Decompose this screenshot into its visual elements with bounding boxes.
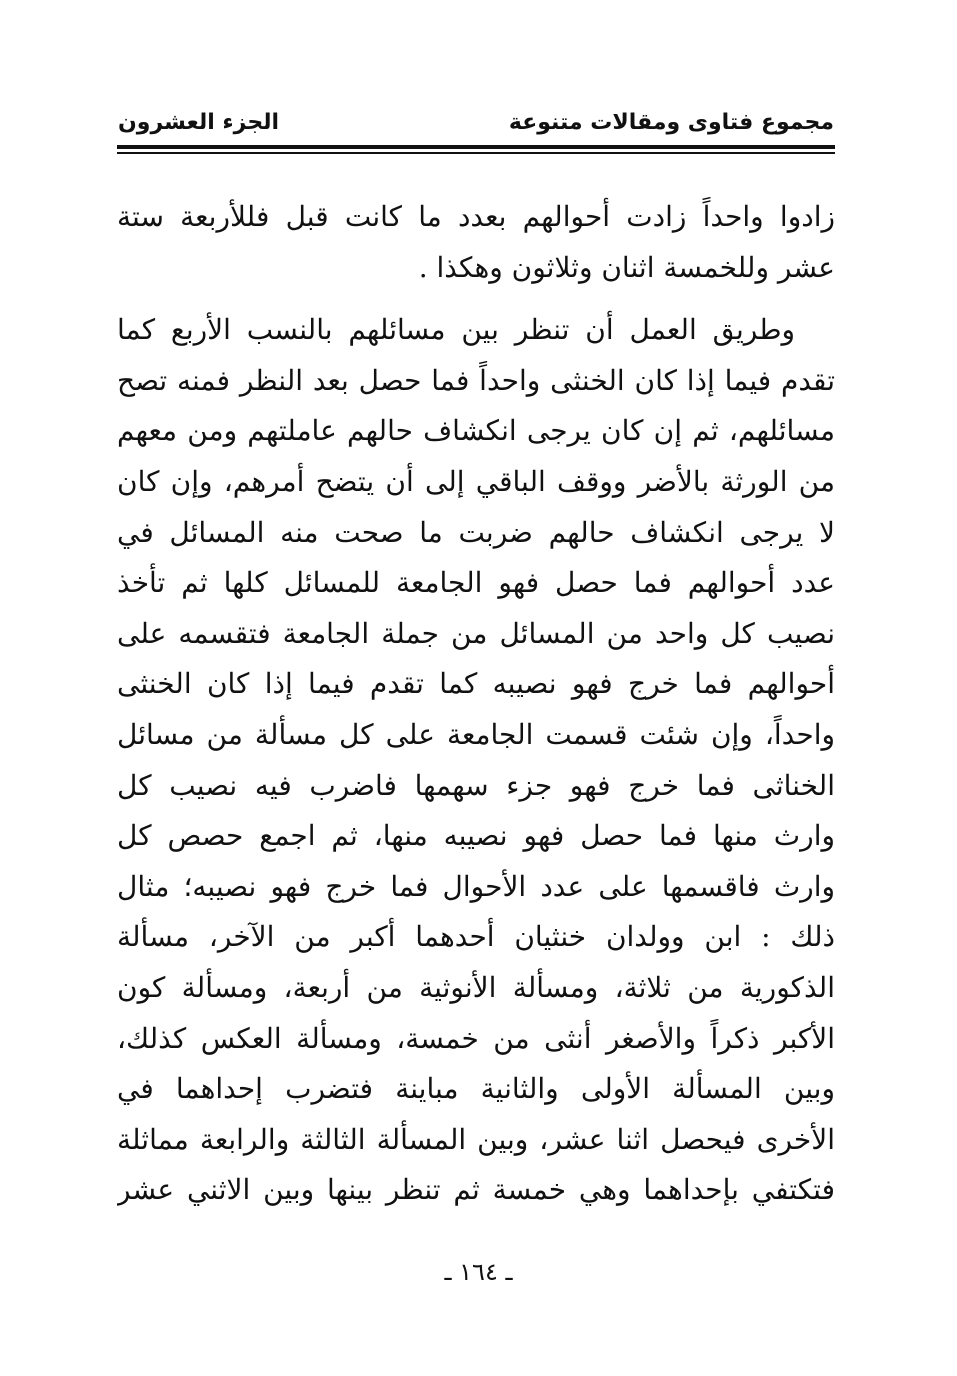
text-line: لا يرجى انكشاف حالهم ضربت ما صحت منه المسائل في — [117, 515, 835, 549]
running-header — [118, 104, 834, 140]
text-line: فتكتفي بإحداهما وهي خمسة ثم تنظر بينها وبين الاثني عشر — [117, 1173, 835, 1207]
text-line: الخناثى فما خرج فهو جزء سهمها فاضرب فيه نصيب كل — [117, 768, 835, 802]
text-line: وارث فاقسمها على عدد الأحوال فما خرج فهو نصيبه؛ مثال — [117, 869, 835, 903]
body-text — [117, 192, 835, 1216]
volume-label: الجزء العشرون — [118, 109, 279, 135]
text-line: زادوا واحداً زادت أحوالهم بعدد ما كانت قبل فللأربعة ستة — [117, 200, 835, 233]
text-line: وارث منها فما حصل فهو نصيبه منها، ثم اجمع حصص كل — [117, 819, 835, 853]
text-line: ذلك : ابن وولدان خنثيان أحدهما أكبر من الآخر، مسألة — [117, 920, 835, 954]
paragraph-1 — [117, 192, 835, 293]
paragraph-gap — [117, 293, 835, 305]
paragraph-2 — [117, 305, 835, 1216]
text-line: عشر وللخمسة اثنان وثلاثون وهكذا . — [418, 250, 835, 284]
text-line: مسائلهم، ثم إن كان يرجى انكشاف حالهم عاملتهم ومن معهم — [117, 414, 835, 448]
text-line: الأكبر ذكراً والأصغر أنثى من خمسة، ومسألة العكس كذلك، — [117, 1021, 835, 1055]
text-line: الأخرى فيحصل اثنا عشر، وبين المسألة الثالثة والرابعة مماثلة — [117, 1122, 835, 1156]
header-divider-thick — [117, 145, 835, 149]
text-line: تقدم فيما إذا كان الخنثى واحداً فما حصل بعد النظر فمنه تصح — [117, 363, 835, 397]
text-line: أحوالهم فما خرج فهو نصيبه كما تقدم فيما إذا كان الخنثى — [117, 667, 835, 701]
header-divider-thin — [117, 152, 835, 154]
book-title: مجموع فتاوى ومقالات متنوعة — [508, 109, 834, 135]
text-line: وبين المسألة الأولى والثانية مباينة فتضرب إحداهما في — [117, 1072, 835, 1106]
text-line: وطريق العمل أن تنظر بين مسائلهم بالنسب الأربع كما — [117, 313, 795, 347]
text-line: من الورثة بالأضر ووقف الباقي إلى أن يتضح أمرهم، وإن كان — [117, 464, 835, 498]
text-line: عدد أحوالهم فما حصل فهو الجامعة للمسائل كلها ثم تأخذ — [117, 566, 835, 600]
header-divider — [117, 145, 835, 154]
text-line: نصيب كل واحد من المسائل من جملة الجامعة فتقسمه على — [117, 616, 835, 650]
page-number: ـ ١٦٤ ـ — [444, 1258, 513, 1286]
text-line: الذكورية من ثلاثة، ومسألة الأنوثية من أربعة، ومسألة كون — [117, 970, 835, 1004]
text-line: واحداً، وإن شئت قسمت الجامعة على كل مسألة من مسائل — [117, 717, 835, 751]
